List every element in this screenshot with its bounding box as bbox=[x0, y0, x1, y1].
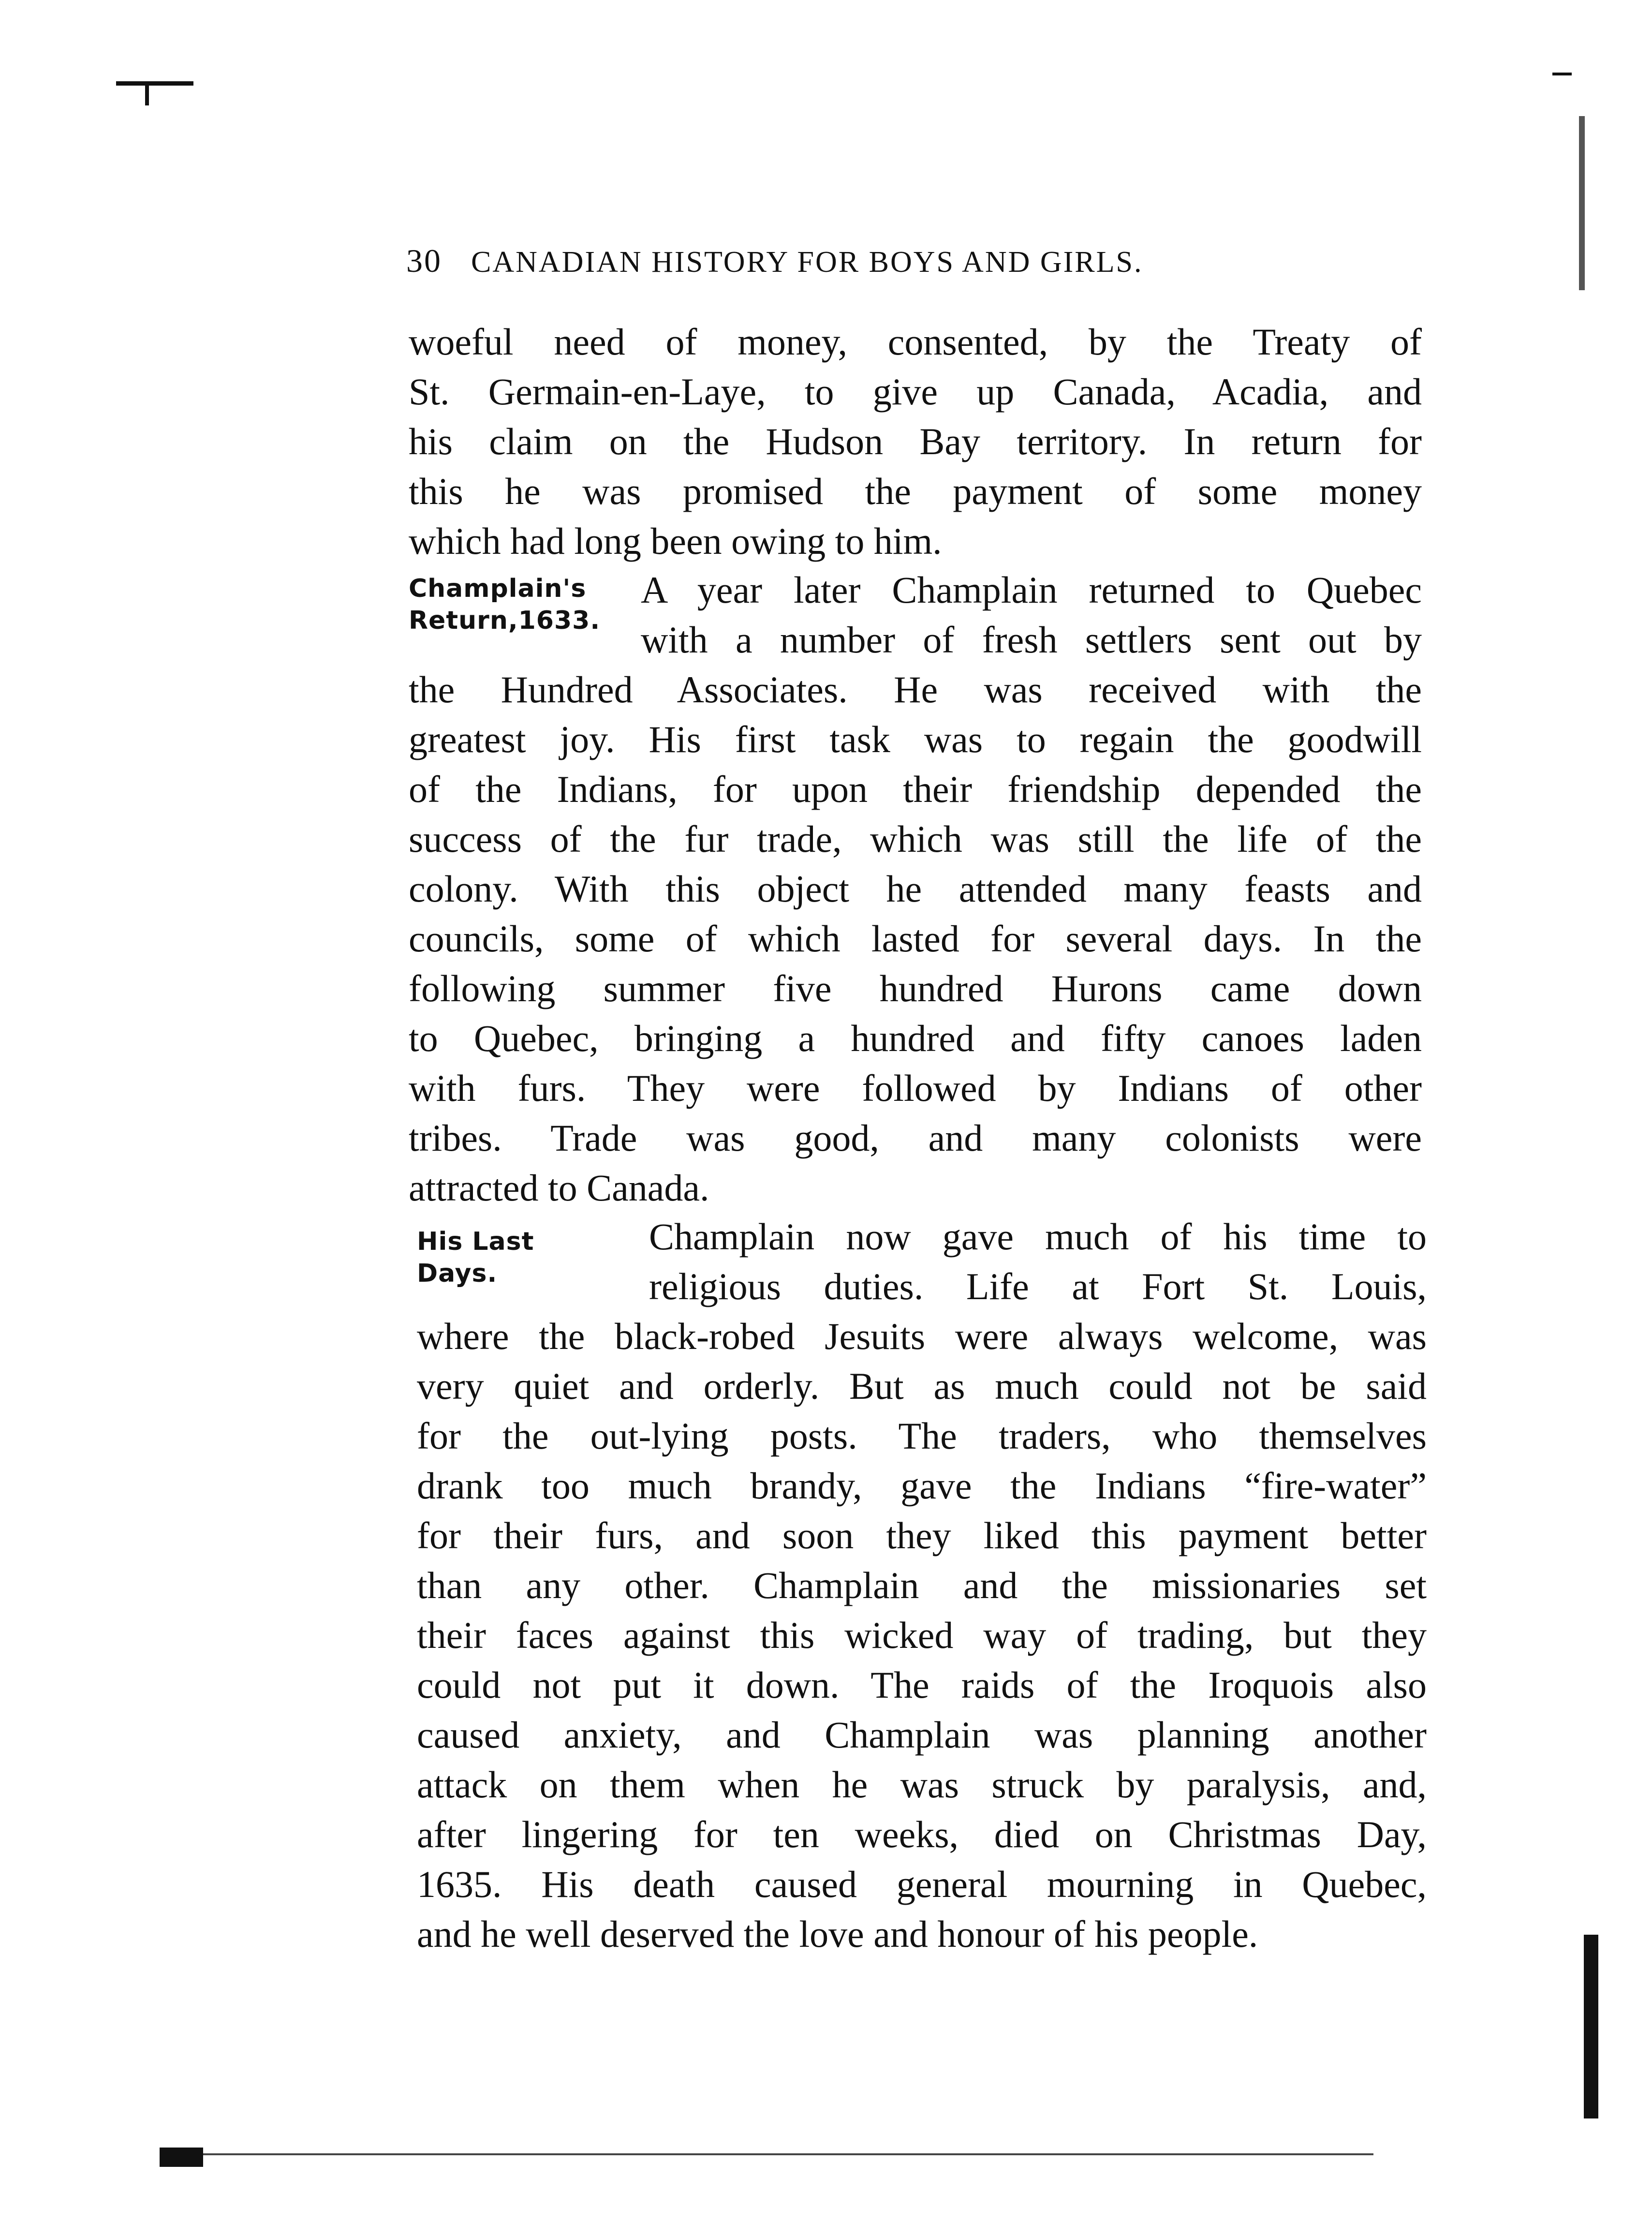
text-line: which had long been owing to him. bbox=[409, 520, 942, 562]
page-number: 30 bbox=[406, 242, 442, 279]
scan-mark-top-left-stub bbox=[145, 81, 149, 105]
text-line: Champlain now gave much of his time to bbox=[649, 1215, 1427, 1258]
text-line: woeful need of money, consented, by the Treaty of bbox=[409, 321, 1422, 363]
sidenote-line: Days. bbox=[417, 1259, 498, 1288]
text-line: and he well deserved the love and honour of his people. bbox=[417, 1913, 1258, 1955]
text-line: 1635. His death caused general mourning in Quebec, bbox=[417, 1863, 1427, 1905]
text-line: after lingering for ten weeks, died on Christmas Day, bbox=[417, 1813, 1427, 1855]
text-line: caused anxiety, and Champlain was planning another bbox=[417, 1714, 1427, 1756]
text-line: for the out-lying posts. The traders, who themselves bbox=[417, 1415, 1427, 1457]
running-header bbox=[406, 242, 1422, 280]
text-line: of the Indians, for upon their friendship depended the bbox=[409, 768, 1422, 810]
sidenote-line: Champlain's bbox=[409, 574, 587, 603]
text-line: colony. With this object he attended many feasts and bbox=[409, 868, 1422, 910]
text-line: success of the fur trade, which was still the life of the bbox=[409, 818, 1422, 860]
text-line: with furs. They were followed by Indians of other bbox=[409, 1067, 1422, 1109]
sidenote-line: His Last bbox=[417, 1227, 534, 1256]
scan-mark-top-right bbox=[1552, 73, 1572, 75]
text-line: with a number of fresh settlers sent out by bbox=[641, 619, 1422, 661]
text-line: where the black-robed Jesuits were always welcome, was bbox=[417, 1315, 1427, 1357]
text-line: very quiet and orderly. But as much could not be said bbox=[417, 1365, 1427, 1407]
scan-edge-right-lower bbox=[1584, 1935, 1598, 2118]
paragraph-his-last-days bbox=[417, 1212, 1427, 1959]
paragraph-champlains-return bbox=[409, 565, 1422, 1213]
text-line: St. Germain-en-Laye, to give up Canada, Acadia, and bbox=[409, 370, 1422, 413]
text-line: his claim on the Hudson Bay territory. In return for bbox=[409, 420, 1422, 462]
scan-mark-bottom-left bbox=[160, 2148, 203, 2167]
text-line: for their furs, and soon they liked this payment better bbox=[417, 1514, 1427, 1556]
text-line: councils, some of which lasted for several days. In the bbox=[409, 918, 1422, 960]
scan-mark-top-left bbox=[116, 81, 193, 86]
scan-edge-right-upper bbox=[1579, 116, 1585, 290]
running-title: CANADIAN HISTORY FOR BOYS AND GIRLS. bbox=[471, 246, 1143, 279]
text-line: this he was promised the payment of some money bbox=[409, 470, 1422, 512]
text-line: greatest joy. His first task was to regain the goodwill bbox=[409, 718, 1422, 760]
text-line: tribes. Trade was good, and many colonists were bbox=[409, 1117, 1422, 1159]
scan-rule-bottom bbox=[203, 2153, 1373, 2155]
text-line: to Quebec, bringing a hundred and fifty canoes laden bbox=[409, 1017, 1422, 1059]
text-line: A year later Champlain returned to Quebec bbox=[641, 569, 1422, 611]
text-line: attracted to Canada. bbox=[409, 1167, 709, 1209]
text-line: drank too much brandy, gave the Indians “fire-water” bbox=[417, 1465, 1427, 1507]
text-line: than any other. Champlain and the missionaries set bbox=[417, 1564, 1427, 1606]
sidenote-line: Return,1633. bbox=[409, 606, 601, 635]
text-line: could not put it down. The raids of the Iroquois also bbox=[417, 1664, 1427, 1706]
text-line: the Hundred Associates. He was received with the bbox=[409, 668, 1422, 711]
text-line: their faces against this wicked way of trading, but they bbox=[417, 1614, 1427, 1656]
paragraph-treaty bbox=[409, 317, 1422, 566]
text-line: following summer five hundred Hurons came down bbox=[409, 967, 1422, 1009]
text-line: attack on them when he was struck by paralysis, and, bbox=[417, 1763, 1427, 1806]
text-line: religious duties. Life at Fort St. Louis, bbox=[649, 1265, 1427, 1307]
